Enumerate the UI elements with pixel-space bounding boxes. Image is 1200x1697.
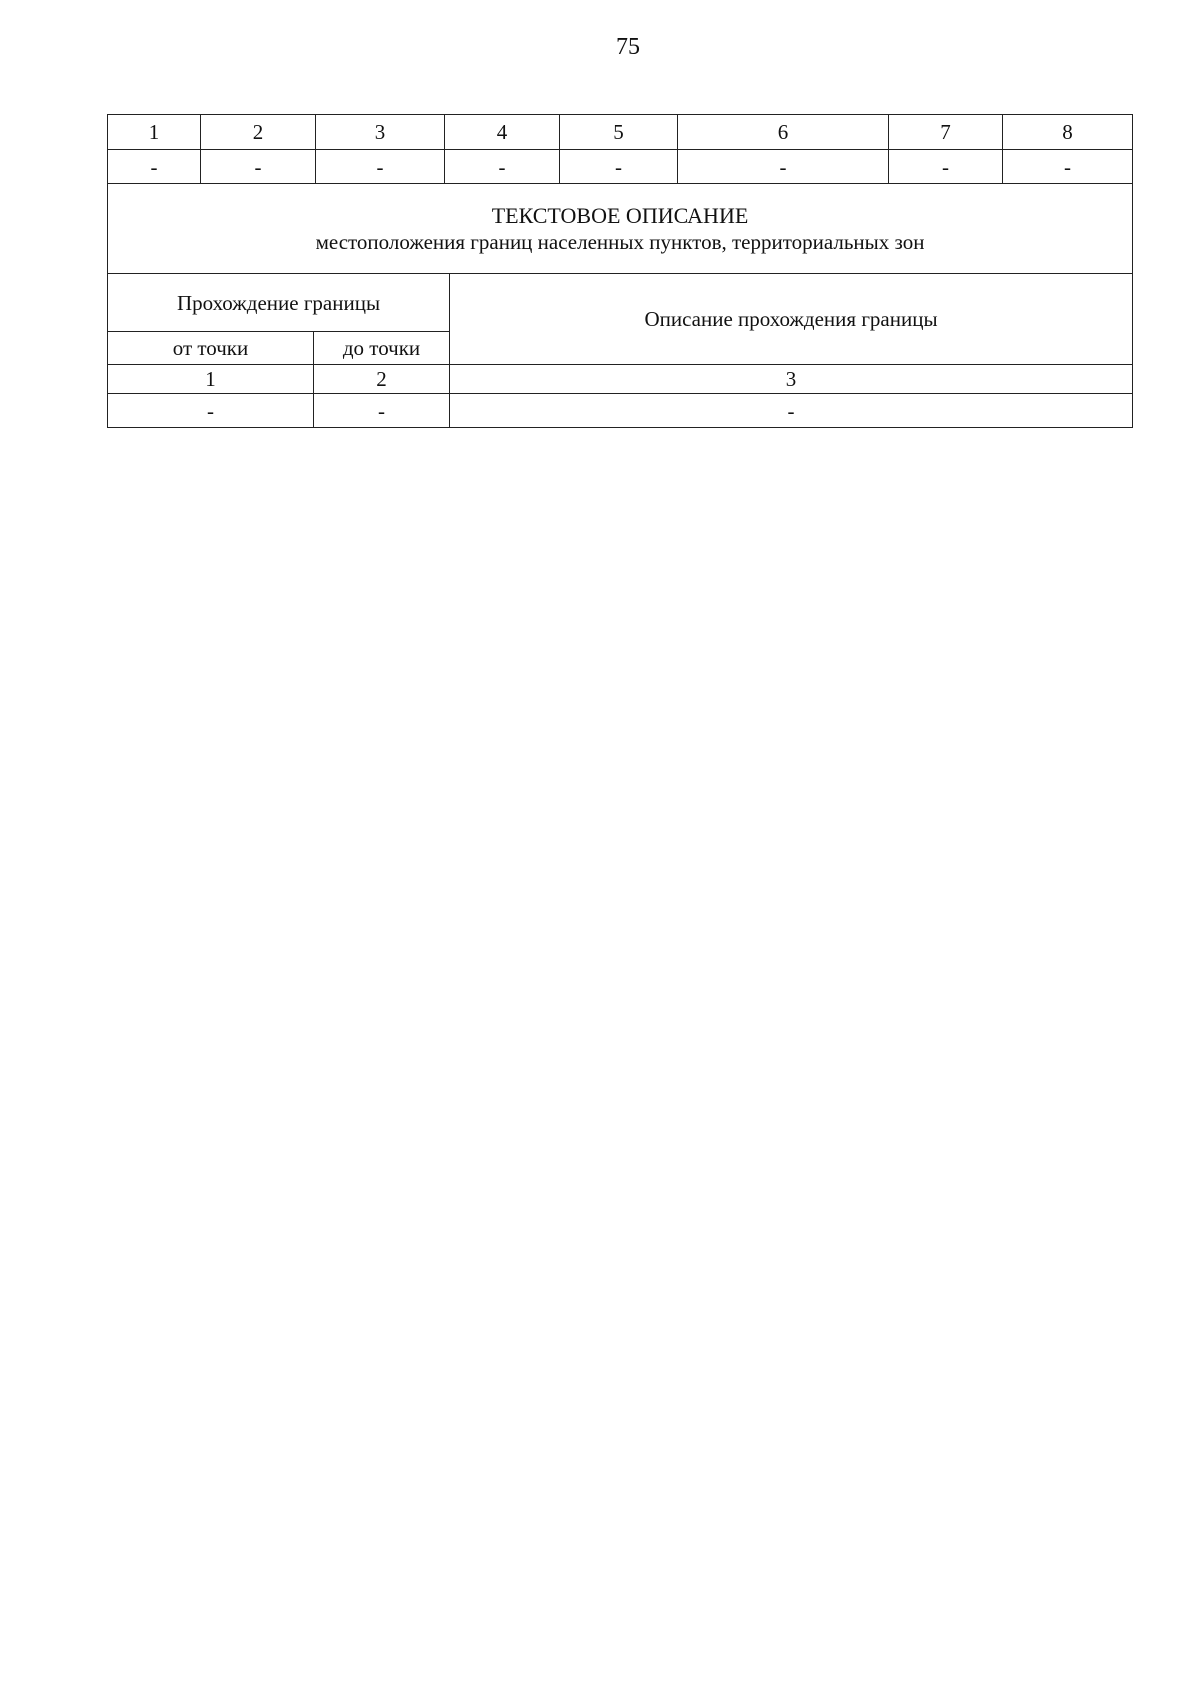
boundary-description-table bbox=[107, 273, 1133, 428]
column-number-cell: 8 bbox=[1003, 115, 1133, 150]
passage-header: Прохождение границы bbox=[108, 274, 450, 332]
column-number-cell: 5 bbox=[560, 115, 678, 150]
column-number-row bbox=[108, 115, 1133, 150]
column-number-cell: 4 bbox=[445, 115, 560, 150]
table-cell: - bbox=[678, 150, 889, 184]
column-number-cell: 3 bbox=[316, 115, 445, 150]
table-row bbox=[108, 394, 1133, 428]
table-cell: - bbox=[108, 394, 314, 428]
section-heading-row bbox=[108, 184, 1133, 274]
table-cell: - bbox=[1003, 150, 1133, 184]
column-number-cell: 2 bbox=[201, 115, 316, 150]
column-number-cell: 7 bbox=[889, 115, 1003, 150]
table-cell: - bbox=[314, 394, 450, 428]
table-cell: - bbox=[316, 150, 445, 184]
table-cell: - bbox=[108, 150, 201, 184]
coordinates-table bbox=[107, 114, 1133, 274]
table-cell: - bbox=[450, 394, 1133, 428]
to-point-header: до точки bbox=[314, 332, 450, 365]
column-number-cell: 2 bbox=[314, 365, 450, 394]
column-number-cell: 1 bbox=[108, 115, 201, 150]
column-number-cell: 1 bbox=[108, 365, 314, 394]
description-header: Описание прохождения границы bbox=[450, 274, 1133, 365]
section-subtitle: местоположения границ населенных пунктов, территориальных зон bbox=[315, 229, 925, 254]
column-number-cell: 6 bbox=[678, 115, 889, 150]
table-cell: - bbox=[445, 150, 560, 184]
table-cell: - bbox=[889, 150, 1003, 184]
column-number-cell: 3 bbox=[450, 365, 1133, 394]
section-title: ТЕКСТОВОЕ ОПИСАНИЕ bbox=[491, 202, 749, 228]
from-point-header: от точки bbox=[108, 332, 314, 365]
table-row bbox=[108, 150, 1133, 184]
section-heading-cell bbox=[108, 184, 1133, 274]
table-cell: - bbox=[560, 150, 678, 184]
table-cell: - bbox=[201, 150, 316, 184]
column-number-row bbox=[108, 365, 1133, 394]
page-number: 75 bbox=[616, 34, 640, 60]
boundary-header-row bbox=[108, 274, 1133, 332]
